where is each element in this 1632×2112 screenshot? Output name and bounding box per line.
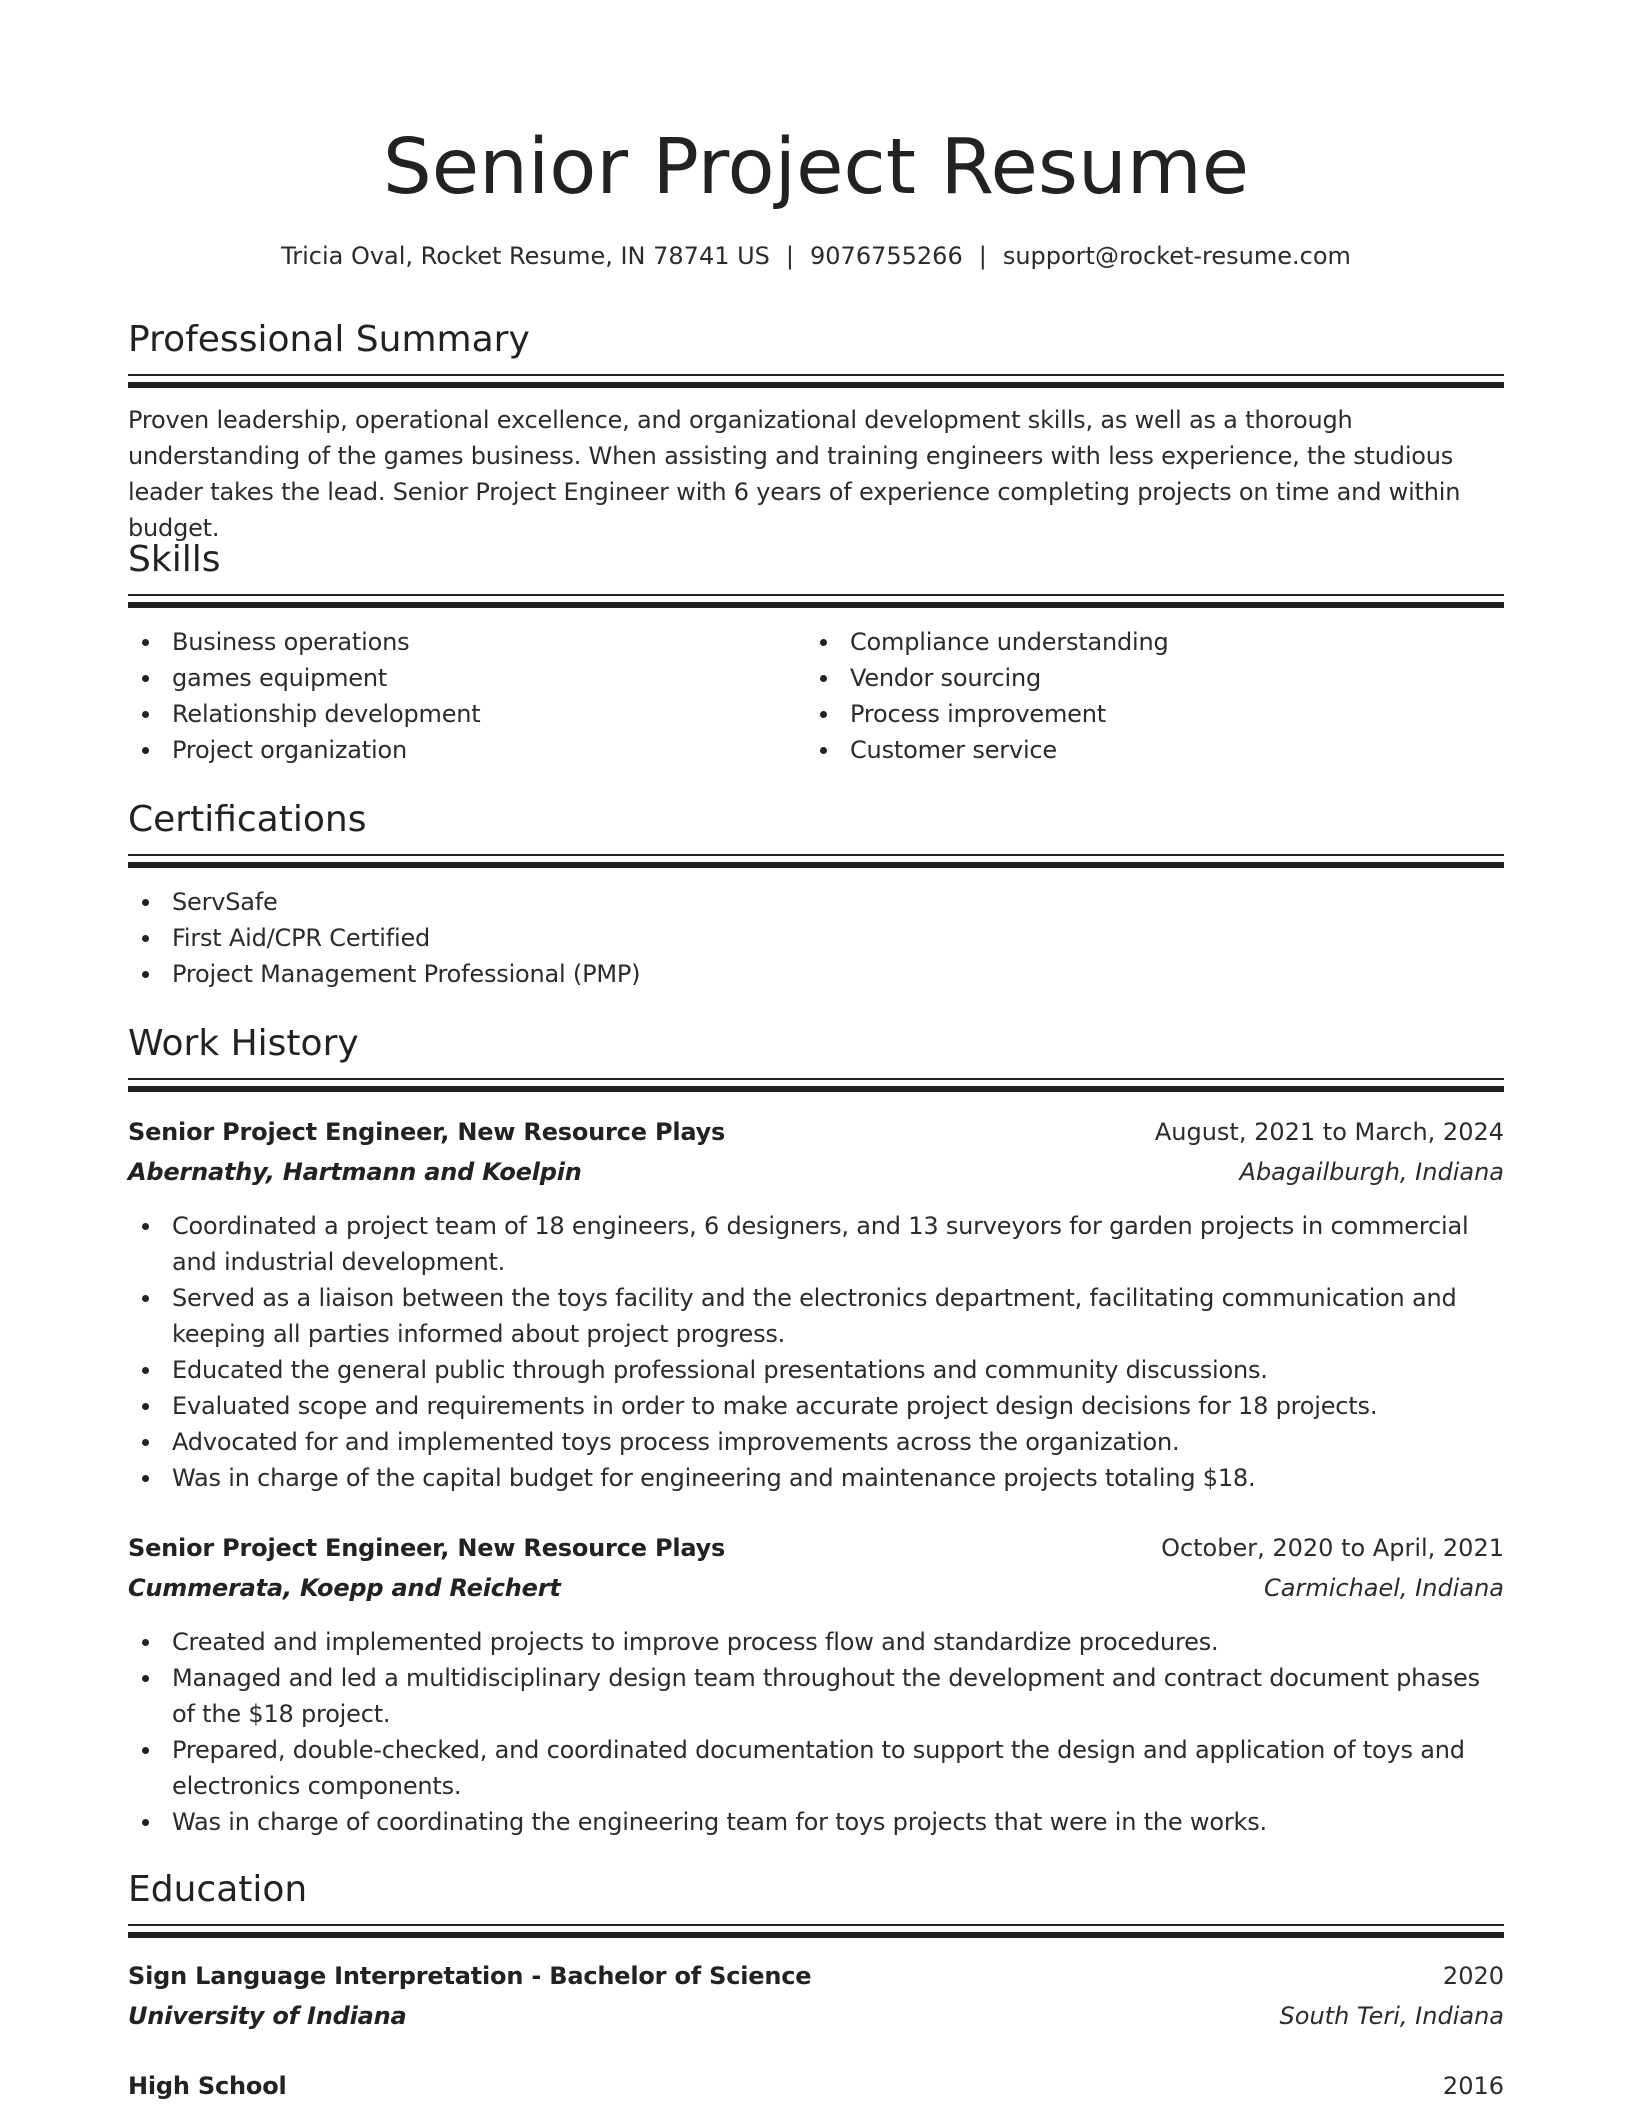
list-item: games equipment (128, 660, 788, 696)
list-item: Prepared, double-checked, and coordinated documentation to support the design and application of toys and electronics components. (128, 1732, 1504, 1804)
contact-separator: | (978, 242, 987, 270)
list-item: Was in charge of coordinating the engineering team for toys projects that were in the works. (128, 1804, 1504, 1840)
summary-text: Proven leadership, operational excellence, and organizational development skills, as well as a thorough understanding of the games business. When assisting and training engineers with less experience, the studious leader takes the lead. Senior Project Engineer with 6 years of experience completing projects on time and within budget. (128, 406, 1461, 542)
list-item: ServSafe (128, 884, 1504, 920)
list-item: Served as a liaison between the toys facility and the electronics department, facilitating communication and keeping all parties informed about project progress. (128, 1280, 1504, 1352)
list-item: Created and implemented projects to improve process flow and standardize procedures. (128, 1624, 1504, 1660)
list-item: Advocated for and implemented toys process improvements across the organization. (128, 1424, 1504, 1460)
section-heading-certifications: Certifications (128, 799, 367, 840)
education-year: 2020 (1442, 1962, 1504, 1990)
list-item: Vendor sourcing (806, 660, 1504, 696)
list-item: Educated the general public through professional presentations and community discussions. (128, 1352, 1504, 1388)
list-item: Was in charge of the capital budget for engineering and maintenance projects totaling $18. (128, 1460, 1504, 1496)
contact-email[interactable]: support@rocket-resume.com (1002, 242, 1351, 270)
education-entry (128, 1958, 1504, 2038)
list-item: Customer service (806, 732, 1504, 768)
skills-list-left (128, 624, 788, 768)
section-divider (128, 1078, 1504, 1092)
list-item: Project organization (128, 732, 788, 768)
section-divider (128, 854, 1504, 868)
job-title: Senior Project Engineer, New Resource Plays (128, 1534, 726, 1562)
section-heading-skills: Skills (128, 539, 221, 580)
section-heading-education: Education (128, 1869, 308, 1910)
education-degree: Sign Language Interpretation - Bachelor of Science (128, 1962, 812, 1990)
job-bullets (128, 1208, 1504, 1496)
skills-list-right (806, 624, 1504, 768)
education-school: University of Indiana (128, 2002, 407, 2030)
job-dates: October, 2020 to April, 2021 (1161, 1534, 1504, 1562)
job-location: Abagailburgh, Indiana (1239, 1158, 1504, 1186)
certifications-list (128, 884, 1504, 992)
list-item: Compliance understanding (806, 624, 1504, 660)
list-item: Evaluated scope and requirements in order to make accurate project design decisions for 18 projects. (128, 1388, 1504, 1424)
contact-address: Tricia Oval, Rocket Resume, IN 78741 US (281, 242, 770, 270)
resume-title: Senior Project Resume (382, 123, 1250, 212)
education-degree: High School (128, 2072, 287, 2100)
contact-separator: | (785, 242, 795, 270)
job-header (128, 1114, 1504, 1194)
section-divider (128, 1924, 1504, 1938)
job-title: Senior Project Engineer, New Resource Plays (128, 1118, 726, 1146)
job-company: Cummerata, Koepp and Reichert (128, 1574, 561, 1602)
list-item: Relationship development (128, 696, 788, 732)
list-item: Managed and led a multidisciplinary design team throughout the development and contract document phases of the $18 project. (128, 1660, 1504, 1732)
list-item: Coordinated a project team of 18 engineers, 6 designers, and 13 surveyors for garden projects in commercial and industrial development. (128, 1208, 1504, 1280)
job-bullets (128, 1624, 1504, 1840)
list-item: Project Management Professional (PMP) (128, 956, 1504, 992)
list-item: Business operations (128, 624, 788, 660)
list-item: Process improvement (806, 696, 1504, 732)
section-heading-work-history: Work History (128, 1023, 359, 1064)
education-entry (128, 2068, 1504, 2108)
section-divider (128, 594, 1504, 608)
contact-phone: 9076755266 (810, 242, 963, 270)
job-dates: August, 2021 to March, 2024 (1154, 1118, 1504, 1146)
education-location: South Teri, Indiana (1279, 2002, 1504, 2030)
contact-line (128, 238, 1504, 274)
job-location: Carmichael, Indiana (1264, 1574, 1504, 1602)
list-item: First Aid/CPR Certified (128, 920, 1504, 956)
job-company: Abernathy, Hartmann and Koelpin (128, 1158, 582, 1186)
section-heading-summary: Professional Summary (128, 319, 530, 360)
section-divider (128, 374, 1504, 388)
education-year: 2016 (1442, 2072, 1504, 2100)
job-header (128, 1530, 1504, 1610)
